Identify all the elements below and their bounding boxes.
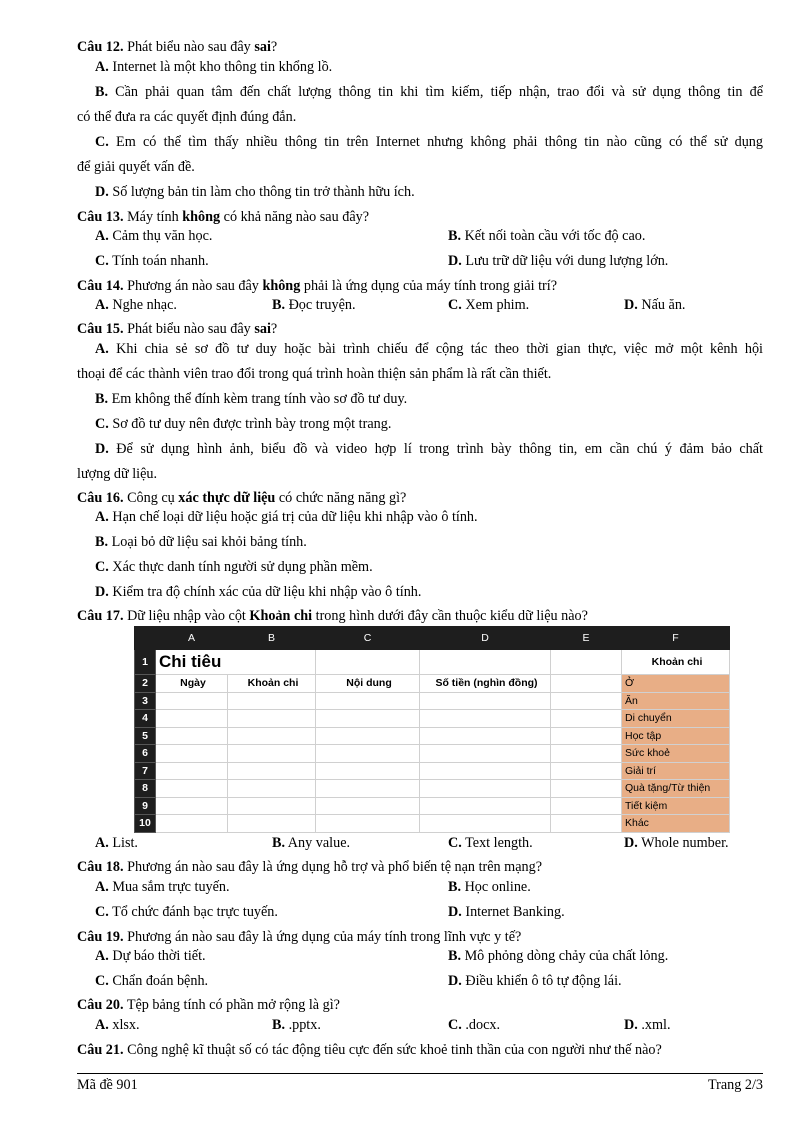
question-15-stem: Câu 15. Phát biểu nào sau đây sai? — [77, 321, 278, 337]
question-19-option-d: D. Điều khiển ô tô tự động lái. — [448, 973, 622, 989]
row-number: 2 — [135, 675, 156, 693]
spreadsheet-row — [135, 815, 730, 833]
row-number: 10 — [135, 815, 156, 833]
category-cell: Ăn — [622, 692, 730, 710]
question-20-option-b: B. .pptx. — [272, 1017, 321, 1033]
question-12-option-c: C. Em có thể tìm thấy nhiều thông tin trên Internet nhưng không phải thông tin nào cũng có thể sử dụng — [95, 134, 763, 150]
question-20-option-c: C. .docx. — [448, 1017, 501, 1033]
question-19-option-a: A. Dự báo thời tiết. — [95, 948, 206, 964]
select-all-corner — [135, 627, 156, 650]
question-18-stem: Câu 18. Phương án nào sau đây là ứng dụng hỗ trợ và phổ biến tệ nạn trên mạng? — [77, 859, 542, 875]
question-19-option-b: B. Mô phỏng dòng chảy của chất lỏng. — [448, 948, 669, 964]
row-number: 7 — [135, 762, 156, 780]
question-21-stem: Câu 21. Công nghệ kĩ thuật số có tác động tiêu cực đến sức khoẻ tinh thần của con người như thế nào? — [77, 1042, 662, 1058]
question-18-option-c: C. Tổ chức đánh bạc trực tuyến. — [95, 904, 278, 920]
question-18-option-b: B. Học online. — [448, 879, 531, 895]
category-cell: Quà tặng/Từ thiện — [622, 780, 730, 798]
question-16-option-c: C. Xác thực danh tính người sử dụng phần mềm. — [95, 559, 373, 575]
question-13-option-a: A. Cảm thụ văn học. — [95, 228, 213, 244]
column-header: F — [622, 627, 730, 650]
question-16-stem: Câu 16. Công cụ xác thực dữ liệu có chức năng năng gì? — [77, 490, 407, 506]
question-20-option-d: D. .xml. — [624, 1017, 671, 1033]
sheet-title-cell: Chi tiêu — [156, 650, 316, 675]
question-14-option-a: A. Nghe nhạc. — [95, 297, 177, 313]
footer-rule — [77, 1073, 763, 1074]
question-20-stem: Câu 20. Tệp bảng tính có phần mở rộng là gì? — [77, 997, 340, 1013]
row-number: 4 — [135, 710, 156, 728]
spreadsheet-row — [135, 762, 730, 780]
question-13-option-b: B. Kết nối toàn cầu với tốc độ cao. — [448, 228, 646, 244]
question-18-option-d: D. Internet Banking. — [448, 904, 565, 920]
spreadsheet-figure — [134, 626, 729, 833]
question-18-option-a: A. Mua sắm trực tuyến. — [95, 879, 230, 895]
question-12-option-b: B. Cần phải quan tâm đến chất lượng thông tin khi tìm kiếm, tiếp nhận, trao đổi và sử dụng thông tin để — [95, 84, 764, 100]
row-number: 8 — [135, 780, 156, 798]
question-15-option-c: C. Sơ đồ tư duy nên được trình bày trong một trang. — [95, 416, 392, 432]
category-cell: Di chuyển — [622, 710, 730, 728]
question-16-option-b: B. Loại bỏ dữ liệu sai khỏi bảng tính. — [95, 534, 307, 550]
row-number: 3 — [135, 692, 156, 710]
question-17-stem: Câu 17. Dữ liệu nhập vào cột Khoản chi trong hình dưới đây cần thuộc kiểu dữ liệu nào? — [77, 608, 588, 624]
spreadsheet-grid — [134, 626, 730, 833]
question-15-option-d: D. Để sử dụng hình ảnh, biểu đồ và video hợp lí trong trình bày thông tin, em cần chú ý đảm bảo chất — [95, 441, 763, 457]
column-header: B — [228, 627, 316, 650]
question-16-option-d: D. Kiểm tra độ chính xác của dữ liệu khi nhập vào ô tính. — [95, 584, 422, 600]
question-12-option-a: A. Internet là một kho thông tin khổng lồ. — [95, 59, 333, 75]
question-19-stem: Câu 19. Phương án nào sau đây là ứng dụng của máy tính trong lĩnh vực y tế? — [77, 929, 522, 945]
question-12-option-b-cont: có thể đưa ra các quyết định đúng đắn. — [77, 109, 297, 125]
row-number: 6 — [135, 745, 156, 763]
khoan-chi-list-header: Khoản chi — [622, 650, 730, 675]
question-17-option-c: C. Text length. — [448, 835, 533, 851]
question-15-option-a: A. Khi chia sẻ sơ đồ tư duy hoặc bài trình chiếu để cộng tác theo thời gian thực, việc mở một kênh hội — [95, 341, 764, 357]
spreadsheet-row — [135, 745, 730, 763]
row-number: 5 — [135, 727, 156, 745]
question-17-option-d: D. Whole number. — [624, 835, 729, 851]
category-cell: Khác — [622, 815, 730, 833]
question-14-option-d: D. Nấu ăn. — [624, 297, 686, 313]
question-12-stem: Câu 12. Phát biểu nào sau đây sai? — [77, 39, 278, 55]
question-15-option-b: B. Em không thể đính kèm trang tính vào sơ đồ tư duy. — [95, 391, 408, 407]
page-number: Trang 2/3 — [707, 1077, 763, 1093]
question-20-option-a: A. xlsx. — [95, 1017, 140, 1033]
spreadsheet-row — [135, 797, 730, 815]
question-13-option-c: C. Tính toán nhanh. — [95, 253, 209, 269]
spreadsheet-row — [135, 727, 730, 745]
header-cell: Số tiền (nghìn đồng) — [420, 675, 551, 693]
header-cell: Ngày — [156, 675, 228, 693]
header-cell: Khoản chi — [228, 675, 316, 693]
column-header: D — [420, 627, 551, 650]
column-header: E — [551, 627, 622, 650]
spreadsheet-row — [135, 710, 730, 728]
question-13-option-d: D. Lưu trữ dữ liệu với dung lượng lớn. — [448, 253, 669, 269]
spreadsheet-column-header-row — [135, 627, 730, 650]
question-14-option-b: B. Đọc truyện. — [272, 297, 356, 313]
header-cell: Nội dung — [316, 675, 420, 693]
question-17-option-b: B. Any value. — [272, 835, 351, 851]
column-header: A — [156, 627, 228, 650]
category-cell: Giải trí — [622, 762, 730, 780]
category-cell: Học tập — [622, 727, 730, 745]
column-header: C — [316, 627, 420, 650]
category-cell: Ở — [622, 675, 730, 693]
spreadsheet-row — [135, 675, 730, 693]
spreadsheet-row — [135, 650, 730, 675]
category-cell: Tiết kiệm — [622, 797, 730, 815]
question-14-option-c: C. Xem phim. — [448, 297, 530, 313]
spreadsheet-row — [135, 692, 730, 710]
category-cell: Sức khoẻ — [622, 745, 730, 763]
question-13-stem: Câu 13. Máy tính không có khả năng nào sau đây? — [77, 209, 370, 225]
spreadsheet-row — [135, 780, 730, 798]
row-number: 9 — [135, 797, 156, 815]
question-16-option-a: A. Hạn chế loại dữ liệu hoặc giá trị của dữ liệu khi nhập vào ô tính. — [95, 509, 478, 525]
exam-code: Mã đề 901 — [77, 1077, 138, 1093]
question-19-option-c: C. Chẩn đoán bệnh. — [95, 973, 209, 989]
question-15-option-a-cont: thoại để các thành viên trao đổi trong quá trình hoàn thiện sản phẩm là rất cần thiết. — [77, 366, 552, 382]
question-12-option-c-cont: để giải quyết vấn đề. — [77, 159, 195, 175]
question-15-option-d-cont: lượng dữ liệu. — [77, 466, 158, 482]
question-14-stem: Câu 14. Phương án nào sau đây không phải là ứng dụng của máy tính trong giải trí? — [77, 278, 557, 294]
row-number: 1 — [135, 650, 156, 675]
question-17-option-a: A. List. — [95, 835, 138, 851]
question-12-option-d: D. Số lượng bản tin làm cho thông tin trở thành hữu ích. — [95, 184, 415, 200]
